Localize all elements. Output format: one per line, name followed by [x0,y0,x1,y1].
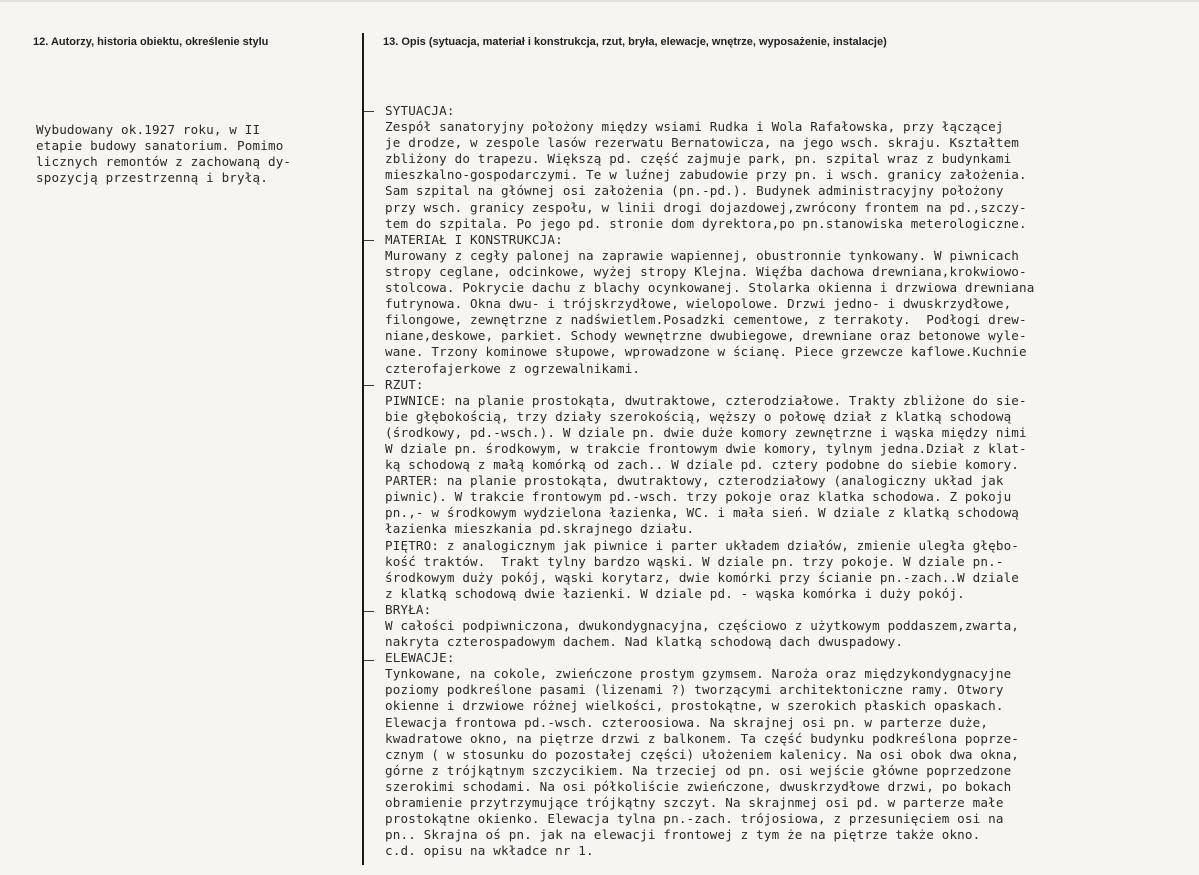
history-text [36,122,291,186]
section-12-heading: 12. Autorzy, historia obiektu, określenie stylu [33,36,269,48]
description-line: łazienka mieszkania pd.skrajnego działu. [385,521,695,537]
description-line: z klatką schodową dwie łazienki. W dziale pd. - wąska komórka i duży pokój. [385,585,965,601]
section-13-heading: 13. Opis (sytuacja, materiał i konstrukcja, rzut, bryła, elewacje, wnętrze, wyposażenie, instalacje) [383,36,887,48]
description-line: (środkowy, pd.-wsch.). W dziale pn. dwie duże komory zewnętrzne i wąska między nimi [385,424,1027,440]
description-line: górne z trójkątnym szczycikiem. Na trzeciej od pn. osi wejście główne poprzedzone [385,762,1012,778]
description-line: c.d. opisu na wkładce nr 1. [385,843,594,859]
section-marker [364,111,374,112]
description-line: filongowe, zewnętrzne z nadświetlem.Posadzki cementowe, z terrakoty. Podłogi drew- [385,312,1027,328]
description-line: pn.. Skrajna oś pn. jak na elewacji frontowej z tym że na piętrze także okno. [385,827,981,843]
description-line: Elewacja frontowa pd.-wsch. czteroosiowa. Na skrajnej osi pn. w parterze duże, [385,714,989,730]
description-line: prostokątne okienko. Elewacja tylna pn.-zach. trójosiowa, z przesunięciem osi na [385,811,1004,827]
history-line: spozycją przestrzenną i bryłą. [36,170,268,186]
description-line: przy wsch. granicy zespołu, w linii drogi dojazdowej,zwrócony frontem na pd.,szczy- [385,199,1027,215]
section-marker [364,611,374,612]
description-line: piwnic). W trakcie frontowym pd.-wsch. trzy pokoje oraz klatka schodowa. Z pokoju [385,489,1012,505]
description-line: okienne i drzwiowe różnej wielkości, prostokątne, w szerokich płaskich opaskach. [385,698,1004,714]
description-line: szerokimi schodami. Na osi półkoliście zwieńczone, dwuskrzydłowe drzwi, po bokach [385,778,1012,794]
history-line: Wybudowany ok.1927 roku, w II [36,122,261,137]
description-line: RZUT: [385,376,424,392]
description-line: stolcowa. Pokrycie dachu z blachy ocynkowanej. Stolarka okienna i drzwiowa drewniana [385,280,1035,296]
history-line: licznych remontów z zachowaną dy- [36,154,292,170]
description-line: pn.,- w środkowym wydzielona łazienka, WC. i mała sień. W dziale z klatką schodową [385,505,1020,521]
description-line: cznym ( w stosunku do pozostałej części) ułożeniem kalenicy. Na osi obok dwa okna, [385,746,1020,762]
description-line: czterofajerkowe z ogrzewalnikami. [385,360,641,376]
description-line: kość traktów. Trakt tylny bardzo wąski. W dziale pn. trzy pokoje. W dziale pn.- [385,553,1004,569]
description-line: kwadratowe okno, na piętrze drzwi z balkonem. Ta część budynku podkreślona poprze- [385,730,1020,746]
description-line: obramienie przytrzymujące trójkątny szczyt. Na skrajnmej osi pd. w parterze małe [385,795,1004,811]
description-line: Zespół sanatoryjny położony między wsiami Rudka i Wola Rafałowska, przy łączącej [385,119,1004,135]
history-line: etapie budowy sanatorium. Pomimo [36,138,284,154]
description-line: SYTUACJA: [385,103,455,118]
description-line: BRYŁA: [385,601,432,617]
description-line: ELEWACJE: [385,650,455,666]
description-line: Tynkowane, na cokole, zwieńczone prostym gzymsem. Naroża oraz międzykondygnacyjne [385,666,1012,682]
description-line: niane,deskowe, parkiet. Schody wewnętrzne dwubiegowe, drewniane oraz betonowe wyle- [385,328,1027,344]
section-marker [364,240,374,241]
description-line: Sam szpital na głównej osi założenia (pn.-pd.). Budynek administracyjny położony [385,183,1004,199]
description-line: PIĘTRO: z analogicznym jak piwnice i parter układem działów, zmienie uległa głębo- [385,537,1020,553]
description-line: zbliżony do trapezu. Większą pd. część zajmuje park, pn. szpital wraz z budynkami [385,151,1012,167]
description-line: Murowany z cegły palonej na zaprawie wapiennej, obustronnie tynkowany. W piwnicach [385,247,1020,263]
section-marker [364,660,374,661]
column-divider [362,33,364,865]
section-marker [364,385,374,386]
description-line: PARTER: na planie prostokąta, dwutraktowy, czterodziałowy (analogiczny układ jak [385,473,1004,489]
description-line: bie głębokością, trzy działy szerokością, węższy o połowę dział z klatką schodową [385,408,1012,424]
description-line: środkowym duży pokój, wąski korytarz, dwie komórki przy ścianie pn.-zach..W dziale [385,569,1020,585]
description-line: W całości podpiwniczona, dwukondygnacyjna, częściowo z użytkowym poddaszem,zwarta, [385,618,1020,633]
description-line: tem do szpitala. Po jego pd. stronie dom dyrektora,po pn.stanowiska meterologiczne. [385,215,1027,231]
description-line: poziomy podkreślone pasami (lizenami ?) tworzącymi architektoniczne ramy. Otwory [385,682,1004,698]
description-line: MATERIAŁ I KONSTRUKCJA: [385,231,563,247]
description-line: wane. Trzony kominowe słupowe, wprowadzone w ścianę. Piece grzewcze kaflowe.Kuchnie [385,344,1027,360]
description-line: stropy ceglane, odcinkowe, wyżej stropy Klejna. Więźba dachowa drewniana,krokwiowo- [385,263,1027,279]
description-line: PIWNICE: na planie prostokąta, dwutraktowe, czterodziałowe. Trakty zbliżone do sie- [385,392,1027,408]
description-line: ką schodową z małą komórką od zach.. W dziale pd. cztery podobne do siebie komory. [385,457,1020,473]
description-line: W dziale pn. środkowym, w trakcie frontowym dwie komory, tylnym jedna.Dział z klat- [385,440,1027,456]
description-line: futrynowa. Okna dwu- i trójskrzydłowe, wielopolowe. Drzwi jedno- i dwuskrzydłowe, [385,296,1012,312]
description-text [385,103,1035,859]
description-line: mieszkalno-gospodarczymi. Te w luźnej zabudowie przy pn. i wsch. granicy założenia. [385,167,1027,183]
sheet-top-edge [0,0,1199,2]
description-line: je drodze, w zespole lasów rezerwatu Bernatowicza, na jego wsch. skraju. Kształtem [385,135,1020,151]
description-line: nakryta czterospadowym dachem. Nad klatką schodową dach dwuspadowy. [385,634,904,650]
